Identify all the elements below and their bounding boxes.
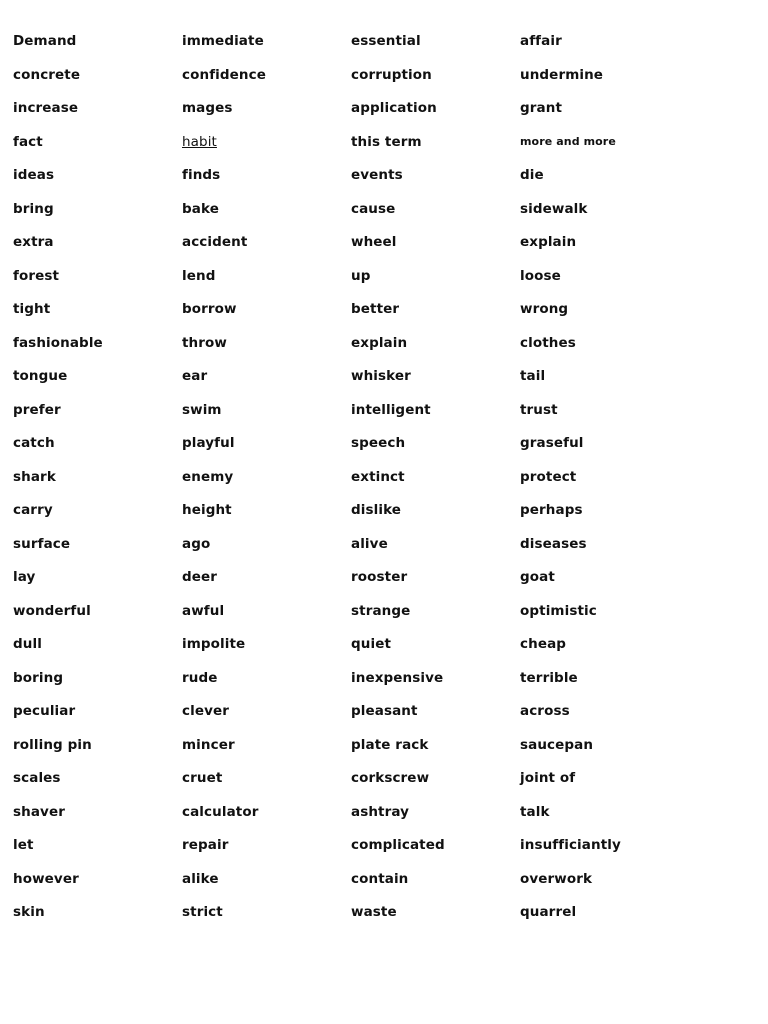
word-cell: plate rack [351,736,429,753]
word-cell: wrong [520,301,569,317]
word-cell: strange [351,602,411,619]
word-cell: diseases [520,535,587,552]
word-cell: habit [182,133,217,150]
word-cell: clever [182,703,229,719]
word-cell: shaver [13,803,65,820]
word-cell: clothes [520,334,576,351]
word-cell: awful [182,602,225,619]
word-cell: rooster [351,569,408,585]
word-cell: corruption [351,66,432,83]
word-cell: boring [13,669,64,686]
word-cell: wonderful [13,602,91,619]
word-cell: explain [520,234,577,250]
word-cell: grant [520,100,562,116]
word-cell: finds [182,167,221,183]
word-cell: up [351,267,371,284]
word-cell: terrible [520,669,578,686]
word-cell: deer [182,569,218,585]
word-cell: enemy [182,468,234,485]
word-cell: however [13,870,79,887]
word-cell: mincer [182,736,235,753]
word-cell: concrete [13,66,81,83]
word-cell: forest [13,267,60,284]
word-cell: sidewalk [520,200,588,217]
word-cell: affair [520,33,562,49]
word-cell: lend [182,267,216,284]
word-cell: carry [13,502,53,518]
word-cell: lay [13,569,36,585]
word-cell: Demand [13,33,77,49]
word-cell: trust [520,401,558,418]
word-cell: surface [13,535,71,552]
word-cell: catch [13,435,55,451]
word-cell: undermine [520,66,604,83]
word-cell: shark [13,468,56,485]
word-cell: alive [351,535,388,552]
word-cell: talk [520,803,550,820]
word-cell: dislike [351,502,402,518]
word-cell: cheap [520,636,567,652]
word-cell: quarrel [520,904,577,920]
word-cell: contain [351,870,409,887]
word-cell: tongue [13,368,68,384]
word-cell: impolite [182,636,246,652]
word-cell: bring [13,200,54,217]
word-cell: extra [13,234,54,250]
word-cell: more and more [520,134,616,148]
word-cell: confidence [182,66,266,83]
word-cell: let [13,837,34,853]
word-cell: die [520,167,544,183]
word-cell: this term [351,133,422,150]
word-cell: waste [351,904,397,920]
word-cell: whisker [351,368,411,384]
word-cell: protect [520,468,577,485]
word-cell: joint of [520,770,576,786]
word-cell: essential [351,33,421,49]
word-cell: optimistic [520,602,597,619]
word-cell: height [182,502,232,518]
word-cell: ideas [13,167,55,183]
word-cell: ashtray [351,803,410,820]
word-cell: quiet [351,636,392,652]
word-cell: rolling pin [13,736,92,753]
word-cell: application [351,100,437,116]
word-cell: ear [182,368,208,384]
word-cell: rude [182,669,218,686]
word-cell: strict [182,904,223,920]
word-cell: better [351,301,400,317]
word-cell: across [520,703,570,719]
word-cell: extinct [351,468,405,485]
word-cell: bake [182,200,219,217]
word-cell: wheel [351,234,397,250]
word-cell: ago [182,535,211,552]
word-cell: speech [351,435,406,451]
word-cell: intelligent [351,401,431,418]
word-list-grid [13,31,733,936]
word-cell: corkscrew [351,770,430,786]
word-cell: pleasant [351,703,418,719]
word-cell: cruet [182,770,223,786]
word-cell: mages [182,100,233,116]
word-cell: loose [520,267,561,284]
word-cell: inexpensive [351,669,444,686]
word-cell: insufficiantly [520,837,621,853]
word-cell: fashionable [13,334,103,351]
word-cell: scales [13,770,61,786]
word-cell: perhaps [520,502,583,518]
word-cell: goat [520,569,555,585]
word-cell: accident [182,234,248,250]
word-cell: tail [520,368,546,384]
word-cell: graseful [520,435,584,451]
word-cell: tight [13,301,51,317]
word-cell: calculator [182,803,259,820]
word-cell: complicated [351,837,445,853]
word-cell: saucepan [520,736,594,753]
word-cell: borrow [182,301,237,317]
word-cell: alike [182,870,219,887]
word-cell: cause [351,200,396,217]
word-cell: increase [13,100,79,116]
word-cell: swim [182,401,222,418]
word-cell: explain [351,334,408,351]
word-cell: immediate [182,33,264,49]
word-cell: playful [182,435,235,451]
word-cell: overwork [520,870,593,887]
word-cell: fact [13,133,43,150]
word-cell: prefer [13,401,61,418]
word-cell: peculiar [13,703,76,719]
word-cell: throw [182,334,227,351]
word-cell: dull [13,636,42,652]
word-cell: events [351,167,403,183]
word-cell: repair [182,837,229,853]
word-cell: skin [13,904,45,920]
